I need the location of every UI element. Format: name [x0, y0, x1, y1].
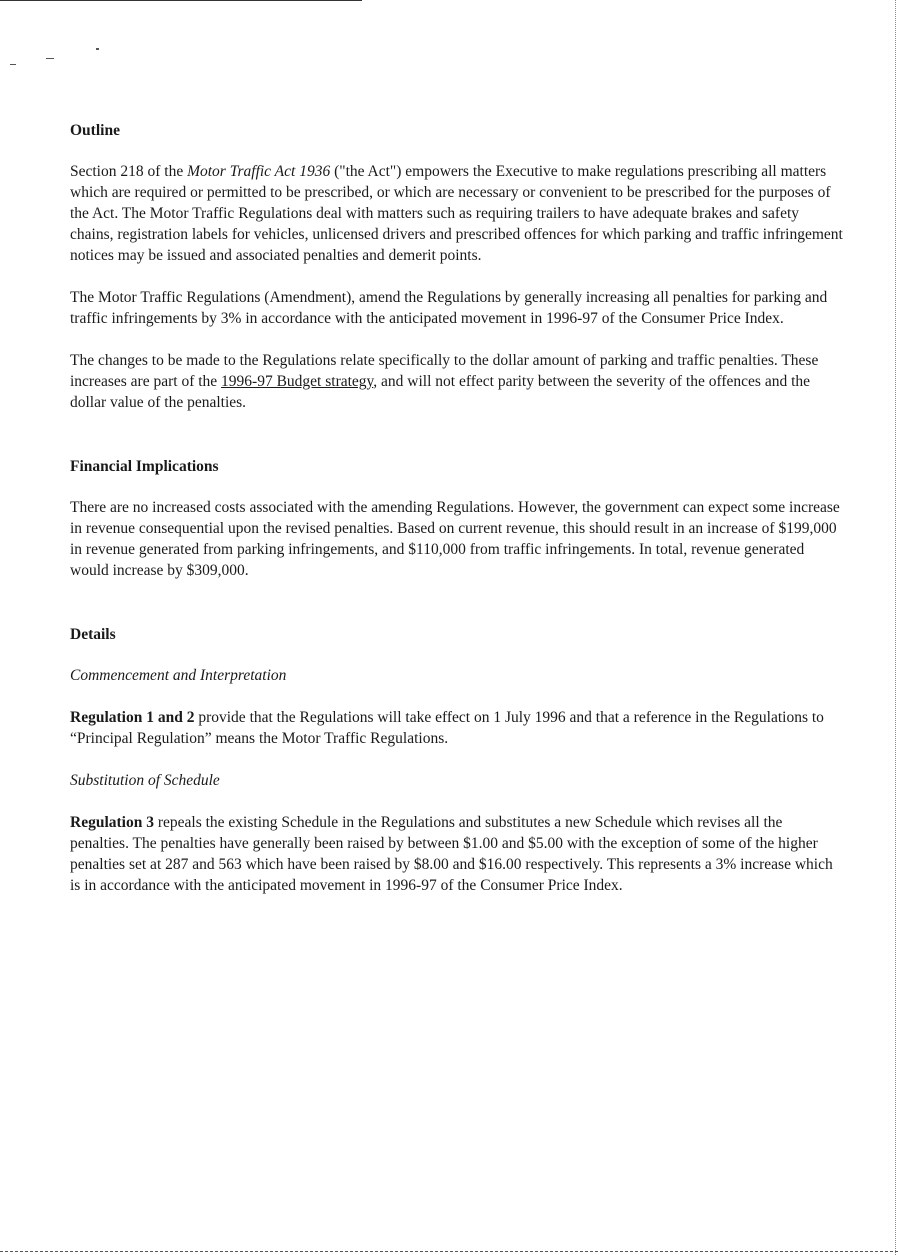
commencement-subheading: Commencement and Interpretation [70, 667, 287, 684]
outline-paragraph-2: The Motor Traffic Regulations (Amendment), amend the Regulations by generally increasing all penalties for parking and traffic infringements by 3% in accordance with the anticipated movement in 1996-97 of the Consumer Price Index. [70, 289, 828, 327]
scan-speck [10, 64, 16, 65]
scan-edge-bottom [0, 1250, 898, 1252]
document-page [70, 120, 845, 896]
details-heading: Details [70, 626, 116, 643]
regulation-1-2-paragraph: Regulation 1 and 2 provide that the Regulations will take effect on 1 July 1996 and that a reference in the Regulations to “Principal Regulation” means the Motor Traffic Regulations. [70, 709, 824, 747]
scan-speck [46, 58, 54, 59]
outline-paragraph-3: The changes to be made to the Regulations relate specifically to the dollar amount of parking and traffic penalties. These increases are part of the 1996-97 Budget strategy, and will not effect parity between the severity of the offences and the dollar value of the penalties. [70, 352, 819, 411]
scan-edge-right [894, 0, 896, 1255]
outline-paragraph-1: Section 218 of the Motor Traffic Act 1936 ("the Act") empowers the Executive to make regulations prescribing all matters which are required or permitted to be prescribed, or which are necessary or convenient to be prescribed for the purposes of the Act. The Motor Traffic Regulations deal with matters such as requiring trailers to have adequate brakes and safety chains, registration labels for vehicles, unlicensed drivers and prescribed offences for which parking and traffic infringement notices may be issued and associated penalties and demerit points. [70, 163, 843, 264]
regulation-3-paragraph: Regulation 3 repeals the existing Schedule in the Regulations and substitutes a new Schedule which revises all the penalties. The penalties have generally been raised by between $1.00 and $5.00 with the exception of some of the higher penalties set at 287 and 563 which have been raised by $8.00 and $16.00 respectively. This represents a 3% increase which is in accordance with the anticipated movement in 1996-97 of the Consumer Price Index. [70, 814, 833, 894]
financial-heading: Financial Implications [70, 458, 219, 475]
budget-strategy-underline: 1996-97 Budget strategy [221, 373, 374, 390]
substitution-subheading: Substitution of Schedule [70, 772, 220, 789]
scan-edge-top [0, 0, 362, 1]
outline-heading: Outline [70, 122, 120, 139]
act-title: Motor Traffic Act 1936 [187, 163, 331, 180]
scan-speck [96, 48, 99, 50]
financial-paragraph: There are no increased costs associated with the amending Regulations. However, the government can expect some increase in revenue consequential upon the revised penalties. Based on current revenue, this should result in an increase of $199,000 in revenue generated from parking infringements, and $110,000 from traffic infringements. In total, revenue generated would increase by $309,000. [70, 499, 840, 579]
